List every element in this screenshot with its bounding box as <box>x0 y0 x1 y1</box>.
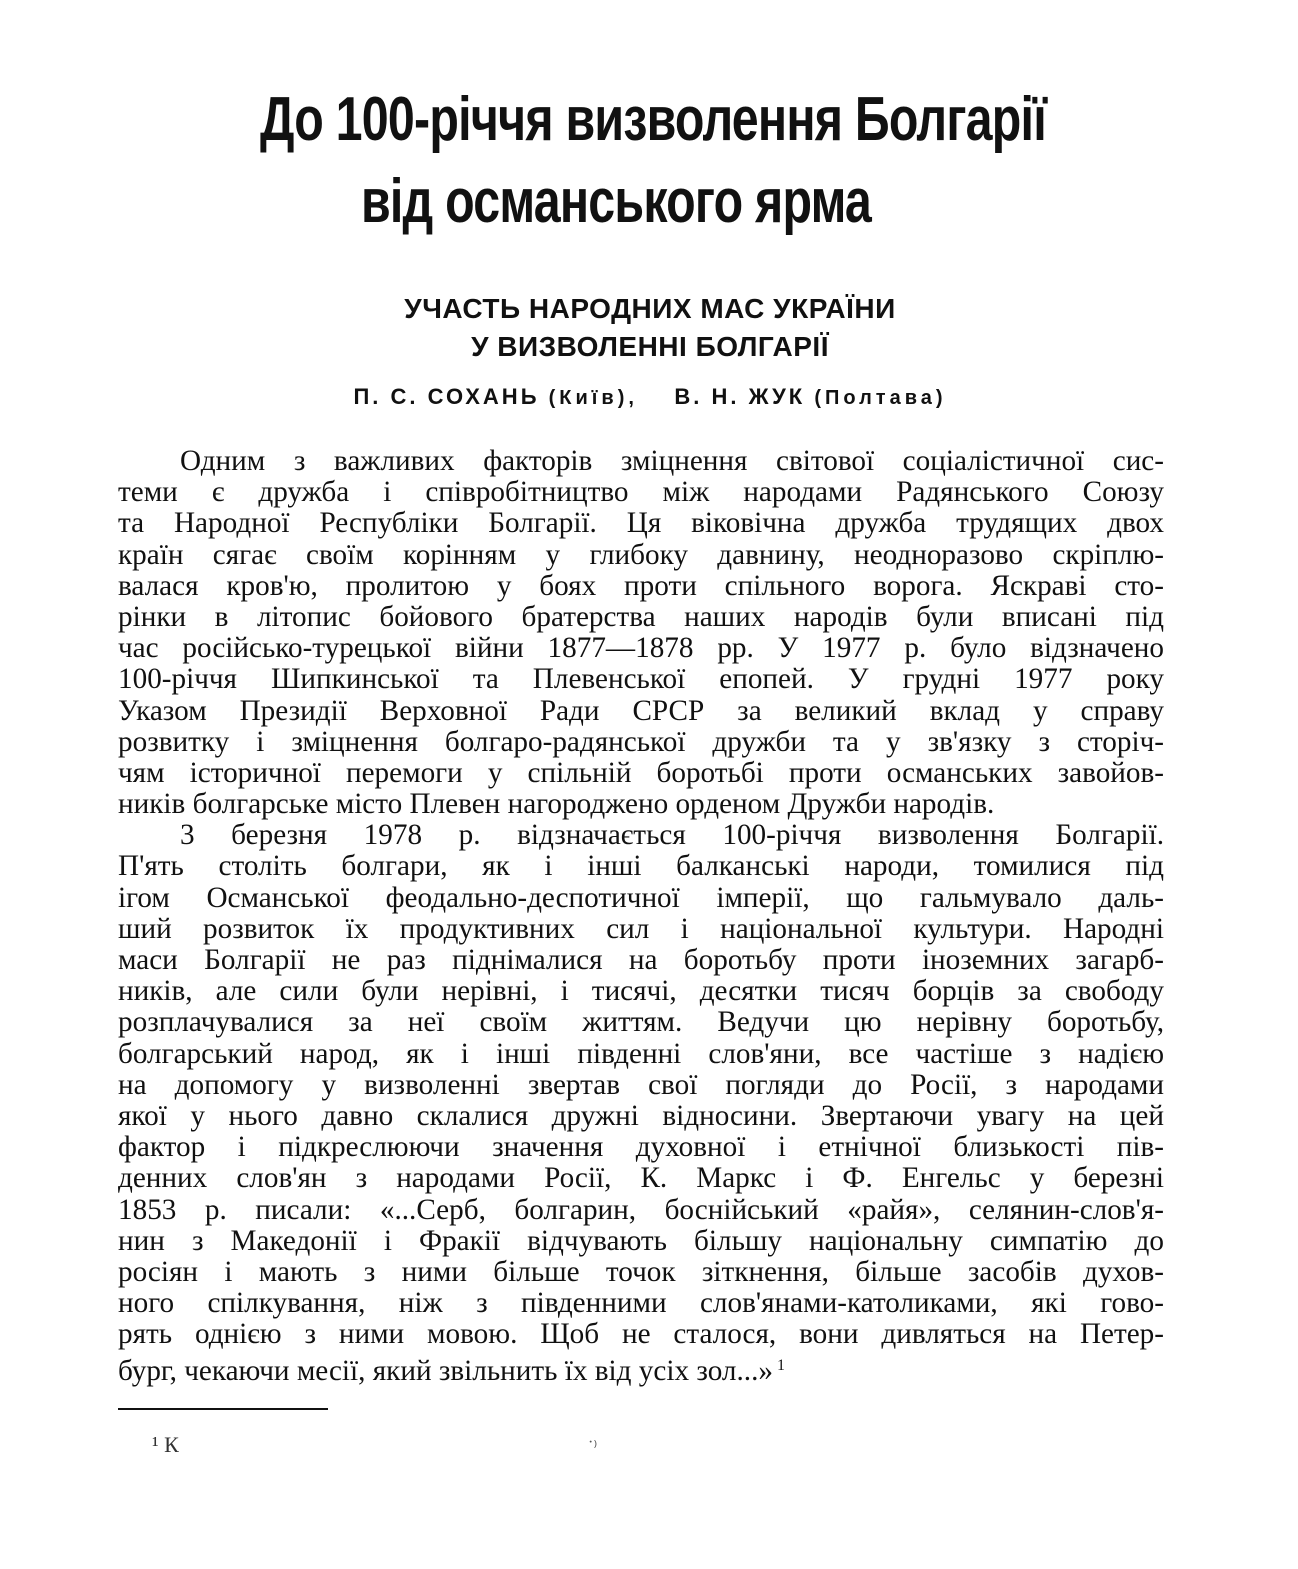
body-line: маси Болгарії не раз піднімалися на боротьбу проти іноземних загарб- <box>118 944 1164 976</box>
author-1-place: (Київ), <box>548 387 638 409</box>
author-2-place: (Полтава) <box>814 387 947 409</box>
body-line: ший розвиток їх продуктивних сил і національної культури. Народні <box>118 912 1164 945</box>
article-body <box>118 445 1164 1388</box>
body-line: розплачувалися за неї своїм життям. Ведучи цю нерівну боротьбу, <box>118 1006 1164 1039</box>
body-line: ників, але сили були нерівні, і тисячі, десятки тисяч борців за свободу <box>118 975 1164 1008</box>
body-line: теми є дружба і співробітництво між народами Радянського Союзу <box>118 476 1164 509</box>
author-2-name: В. Н. ЖУК <box>674 384 806 409</box>
body-line: Одним з важливих факторів зміцнення світової соціалістичної сис- <box>180 445 1164 477</box>
body-line: ігом Османської феодально-деспотичної імперії, що гальмувало даль- <box>118 881 1164 914</box>
body-line: рять однією з ними мовою. Щоб не сталося, вони дивляться на Петер- <box>118 1318 1164 1351</box>
body-line: нин з Македонії і Фракії відчувають більшу національну симпатію до <box>118 1224 1164 1257</box>
body-line: ного спілкування, ніж з південними слов'янами-католиками, які гово- <box>118 1287 1164 1320</box>
body-line: денних слов'ян з народами Росії, К. Маркс і Ф. Енгельс у березні <box>118 1162 1164 1195</box>
body-line: на допомогу у визволенні звертав свої погляди до Росії, з народами <box>118 1068 1164 1101</box>
footnote-mark: ·₎ <box>588 1434 598 1451</box>
body-line: росіян і мають з ними більше точок зіткнення, більше засобів духов- <box>118 1255 1164 1288</box>
authors-line <box>150 382 1150 413</box>
author-1-name: П. С. СОХАНЬ <box>353 384 540 409</box>
page-title-line-1: До 100-річчя визволення Болгарії <box>260 85 1047 154</box>
body-line: час російсько-турецької війни 1877—1878 рр. У 1977 р. було відзначено <box>118 632 1164 665</box>
body-line: якої у нього давно склалися дружні відносини. Звертаючи увагу на цей <box>118 1099 1164 1132</box>
body-line: ників болгарське місто Плевен нагороджено орденом Дружби народів. <box>118 788 995 821</box>
body-line: рінки в літопис бойового братерства наших народів були вписані під <box>118 600 1164 633</box>
body-line: Указом Президії Верховної Ради СРСР за великий вклад у справу <box>118 694 1164 727</box>
body-line: П'ять століть болгари, як і інші балканські народи, томилися під <box>118 850 1164 883</box>
body-line: розвитку і зміцнення болгаро-радянської дружби та у зв'язку з сторіч- <box>118 725 1164 758</box>
body-line: 3 березня 1978 р. відзначається 100-річчя визволення Болгарії. <box>180 819 1164 852</box>
body-line: країн сягає своїм корінням у глибоку давнину, неодноразово скріплю- <box>118 538 1164 571</box>
footnote-divider <box>118 1408 328 1410</box>
footnote-text: ¹ К <box>152 1432 179 1457</box>
body-line: валася кров'ю, пролитою у боях проти спільного ворога. Яскраві сто- <box>118 569 1164 602</box>
article-subtitle-line-2: У ВИЗВОЛЕННІ БОЛГАРІЇ <box>471 331 829 362</box>
body-line: фактор і підкреслюючи значення духовної і етнічної близькості пів- <box>118 1131 1164 1164</box>
article-subtitle-line-1: УЧАСТЬ НАРОДНИХ МАС УКРАЇНИ <box>404 293 896 324</box>
body-line: чям історичної перемоги у спільній боротьбі проти османських завойов- <box>118 756 1164 789</box>
body-line: болгарський народ, як і інші південні слов'яни, все частіше з надією <box>118 1037 1164 1070</box>
body-line: бург, чекаючи месії, який звільнить їх від усіх зол...» $^1$ <box>118 1355 785 1388</box>
body-line: 100-річчя Шипкинської та Плевенської епопей. У грудні 1977 року <box>118 663 1164 696</box>
footnote-reference: 1 <box>772 1357 785 1375</box>
page-title-line-2: від османського ярма <box>360 167 872 236</box>
body-line: 1853 р. писали: «...Серб, болгарин, боснійський «райя», селянин-слов'я- <box>118 1193 1164 1226</box>
body-line: та Народної Республіки Болгарії. Ця віковічна дружба трудящих двох <box>118 507 1164 540</box>
